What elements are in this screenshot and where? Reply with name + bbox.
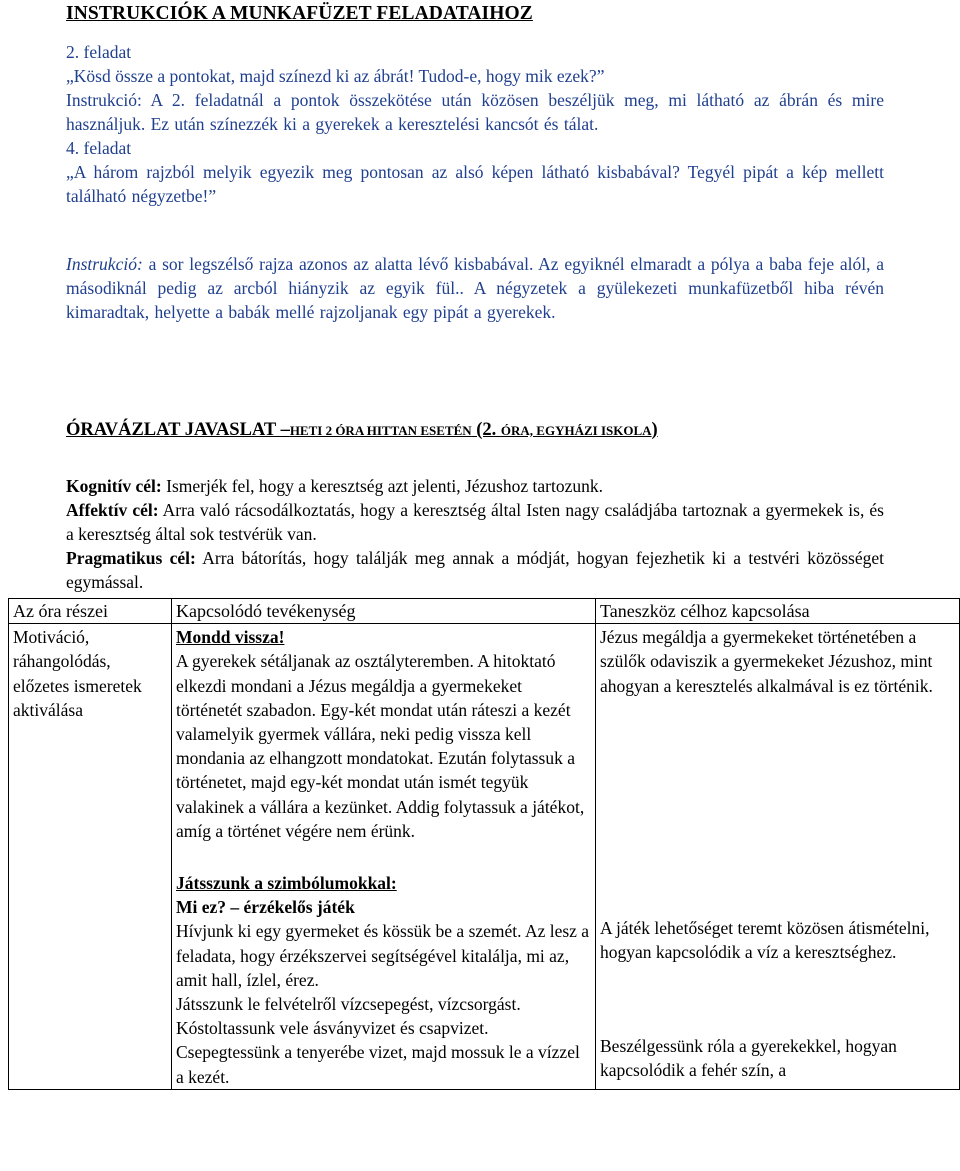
cognitive-goal-label: Kognitív cél: [66, 476, 162, 496]
task-2-quote: „Kösd össze a pontokat, majd színezd ki az ábrát! Tudod-e, hogy mik ezek?” [66, 66, 605, 86]
header-activity [172, 599, 596, 624]
task-4-instruction-text: a sor legszélső rajza azonos az alatta lévő kisbabával. Az egyiknél elmaradt a pólya a baba feje alól, a másodiknál pedig az arcból hiányzik az egyik fül.. A négyzetek a gyülekezeti munkafüzetből hiba révén kimaradtak, helyette a babák mellé rajzoljanak egy pipát a gyerekek. [66, 254, 885, 322]
pragmatic-goal-label: Pragmatikus cél: [66, 548, 196, 568]
activity-title: Mondd vissza! [176, 627, 285, 648]
affective-goal-label: Affektív cél: [66, 500, 159, 520]
lesson-table [8, 598, 960, 1090]
pragmatic-goal-text: Arra bátorítás, hogy találják meg annak a módját, hogyan fejezhetik ki a testvéri közösséget egymással. [66, 548, 884, 592]
lesson-plan-title [66, 420, 884, 441]
lesson-plan-title-small-2: ÓRA, EGYHÁZI ISKOLA [500, 423, 652, 438]
header-parts [9, 599, 172, 624]
affective-goal [66, 498, 884, 546]
header-activity-label: Kapcsolódó tevékenység [176, 601, 356, 621]
activity-2-title: Játsszunk a szimbólumokkal: [176, 873, 397, 894]
activity-cell [172, 624, 596, 1090]
tool-2-text: A játék lehetőséget teremt közösen átismételni, hogyan kapcsolódik a víz a keresztséghez. [600, 917, 930, 963]
task-4-instruction-label: Instrukció: [66, 254, 143, 274]
activity-text: A gyerekek sétáljanak az osztályteremben. A hitoktató elkezdi mondani a Jézus megáldja a gyermekeket történetét szabadon. Egy-két mondat után ráteszi a kezét valamelyik gyermek vállára, neki pedig vissza kell mondania az elhangzott mondatokat. Ezután folytassuk a történetet, majd egy-két mondat után ismét tegyük valakinek a vállára a kezünket. Addig folytassuk a játékot, amíg a történet végére nem érünk. [176, 651, 585, 841]
lesson-plan-title-main: ÓRAVÁZLAT JAVASLAT [66, 420, 281, 440]
cognitive-goal-text: Ismerjék fel, hogy a keresztség azt jelenti, Jézushoz tartozunk. [161, 476, 603, 496]
pragmatic-goal [66, 546, 884, 594]
lesson-plan-title-close: ) [651, 420, 658, 440]
activity-2-subtitle: Mi ez? – érzékelős játék [176, 897, 355, 918]
affective-goal-text: Arra való rácsodálkoztatás, hogy a keresztség által Isten nagy családjába tartoznak a gyermekek is, és a keresztség által sok testvérük van. [66, 500, 884, 544]
tool-text: Jézus megáldja a gyermekeket történetében a szülők odaviszik a gyermekeket Jézushoz, mint ahogyan a keresztelés alkalmával is ez történik. [600, 627, 933, 696]
header-tools-label: Taneszköz célhoz kapcsolása [600, 601, 810, 621]
activity-2-text-1: Hívjunk ki egy gyermeket és kössük be a szemét. Az lesz a feladata, hogy érzékszervei segítségével kitalálja, mi az, amit hall, ízlel, érez. [176, 921, 590, 990]
header-parts-label: Az óra részei [13, 601, 108, 621]
task-4-instruction [66, 252, 884, 324]
tools-cell [596, 624, 960, 1090]
tool-3-text: Beszélgessünk róla a gyerekekkel, hogyan kapcsolódik a fehér szín, a [600, 1036, 897, 1081]
document-title: INSTRUKCIÓK A MUNKAFÜZET FELADATAIHOZ [66, 3, 533, 24]
lesson-plan-title-small-1: HETI 2 ÓRA HITTAN ESETÉN [289, 423, 472, 438]
table-row [9, 624, 960, 1090]
task-2-heading: 2. feladat [66, 42, 132, 62]
task-2-section [66, 40, 884, 208]
lesson-goals [66, 474, 884, 594]
table-header-row [9, 599, 960, 624]
task-4-quote: „A három rajzból melyik egyezik meg pontosan az alsó képen látható kisbabával? Tegyél pipát a kép mellett található négyzetbe!” [66, 162, 884, 206]
task-2-instruction: Instrukció: A 2. feladatnál a pontok összekötése után közösen beszéljük meg, mi látható az ábrán és mire használjuk. Ez után színezzék ki a gyerekek a keresztelési kancsót és tálat. [66, 90, 884, 134]
header-tools [596, 599, 960, 624]
task-4-heading: 4. feladat [66, 138, 132, 158]
task-4-instruction-section [66, 252, 884, 324]
activity-2-text-2: Játsszunk le felvételről vízcsepegést, vízcsorgást. Kóstoltassunk vele ásványvizet és csapvizet. Csepegtessünk a tenyerébe vizet, majd mossuk le a vízzel a kezét. [176, 994, 580, 1087]
lesson-plan-title-paren: (2. [471, 420, 501, 440]
lesson-part-cell [9, 624, 172, 1090]
lesson-part-text: Motiváció, ráhangolódás, előzetes ismeretek aktiválása [13, 627, 142, 720]
cognitive-goal [66, 474, 884, 498]
lesson-plan-title-dash: – [280, 420, 290, 440]
